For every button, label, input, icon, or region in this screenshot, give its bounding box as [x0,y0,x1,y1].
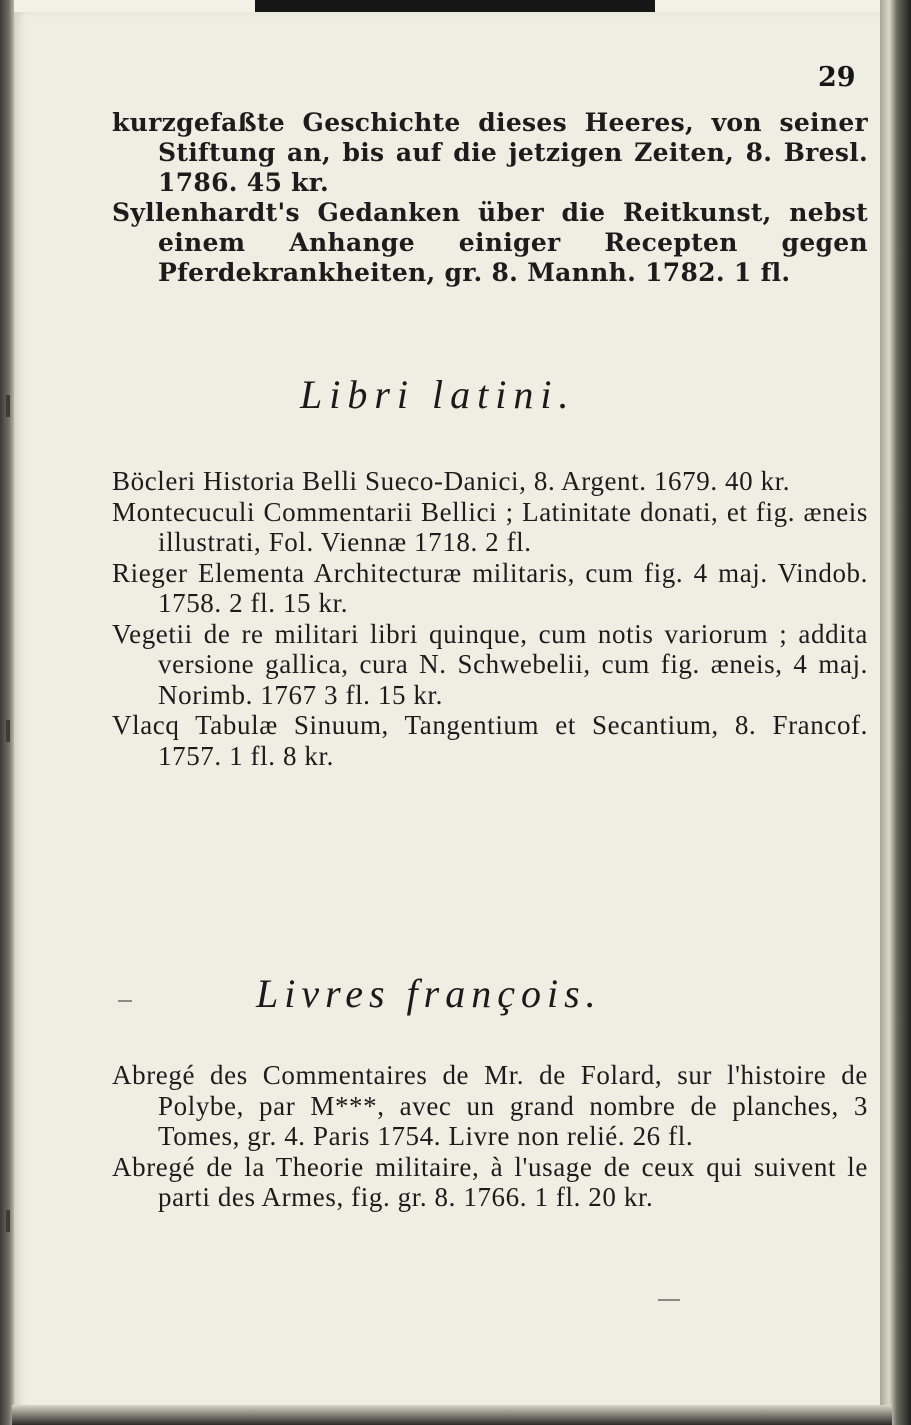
book-entry: Syllenhardt's Gedanken über die Reitkunst, nebst einem Anhange einiger Recepten gegen Pferdekrankheiten, gr. 8. Mannh. 1782. 1 fl. [112,198,868,287]
stray-mark [658,1299,680,1301]
margin-mark [6,720,10,742]
page-number: 29 [818,62,856,93]
book-entry: kurzgefaßte Geschichte dieses Heeres, von seiner Stiftung an, bis auf die jetzigen Zeiten, 8. Bresl. 1786. 45 kr. [112,108,868,197]
previous-page-edge [255,0,655,12]
section-heading-french: Livres françois. [256,971,602,1016]
latin-books-list [112,466,868,771]
book-entry: Vlacq Tabulæ Sinuum, Tangentium et Secantium, 8. Francof. 1757. 1 fl. 8 kr. [112,710,868,771]
book-entry: Böcleri Historia Belli Sueco-Danici, 8. Argent. 1679. 40 kr. [112,466,791,496]
page-edge-shadow [880,0,911,1425]
book-entry: Abregé de la Theorie militaire, à l'usage de ceux qui suivent le parti des Armes, fig. gr. 8. 1766. 1 fl. 20 kr. [112,1151,868,1212]
margin-mark [6,1210,10,1232]
book-entry: Rieger Elementa Architecturæ militaris, cum fig. 4 maj. Vindob. 1758. 2 fl. 15 kr. [112,557,868,618]
book-entry: Vegetii de re militari libri quinque, cum notis variorum ; addita versione gallica, cura N. Schwebelii, cum fig. æneis, 4 maj. Norimb. 1767 3 fl. 15 kr. [112,618,868,710]
french-books-list [112,1060,868,1213]
german-books-continued [112,108,868,288]
book-entry: Montecuculi Commentarii Bellici ; Latinitate donati, et fig. æneis illustrati, Fol. Viennæ 1718. 2 fl. [112,496,868,557]
book-entry: Abregé des Commentaires de Mr. de Folard, sur l'histoire de Polybe, par M***, avec un grand nombre de planches, 3 Tomes, gr. 4. Paris 1754. Livre non relié. 26 fl. [112,1060,868,1151]
bottom-page-edge [12,1405,892,1425]
stray-mark [118,1000,132,1002]
section-heading-latin: Libri latini. [300,372,576,417]
margin-mark [6,395,10,417]
